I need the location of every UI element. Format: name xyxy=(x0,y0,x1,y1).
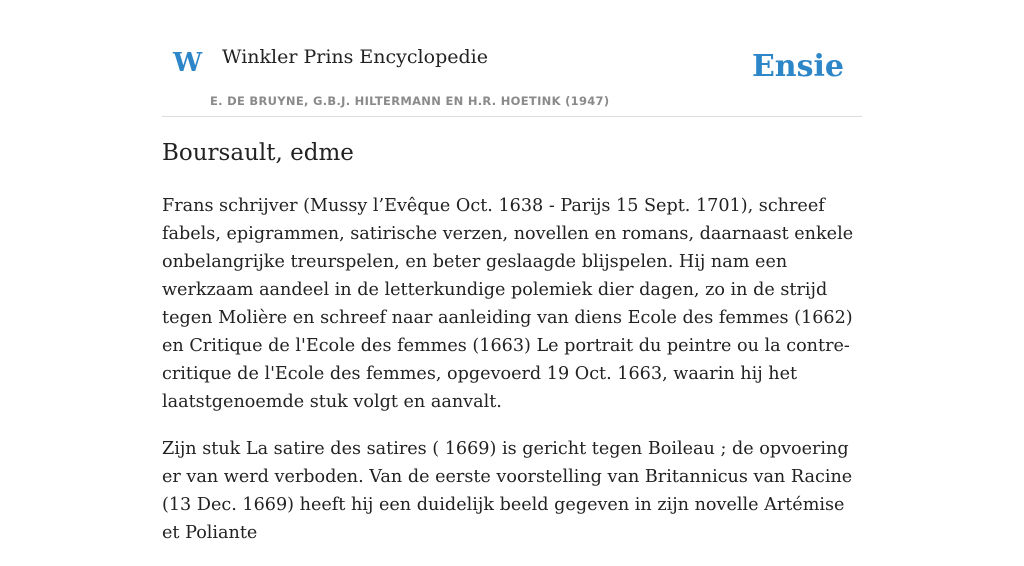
ensie-logo[interactable]: Ensie xyxy=(751,49,844,84)
page xyxy=(162,0,862,543)
winkler-prins-logo[interactable]: W xyxy=(173,48,203,78)
publication-authors: E. DE BRUYNE, G.B.J. HILTERMANN EN H.R. HOETINK (1947) xyxy=(210,94,610,108)
site-header xyxy=(162,0,862,117)
entry-title: Boursault, edme xyxy=(162,140,354,166)
entry-paragraph: Frans schrijver (Mussy l’Evêque Oct. 1638 - Parijs 15 Sept. 1701), schreef fabels, epigrammen, satirische verzen, novellen en romans, daarnaast enkele onbelangrijke treurspelen, en beter geslaagde blijspelen. Hij nam een werkzaam aandeel in de letterkundige polemiek dier dagen, zo in de strijd tegen Molière en schreef naar aanleiding van diens Ecole des femmes (1662) en Critique de l'Ecole des femmes (1663) Le portrait du peintre ou la contre-critique de l'Ecole des femmes, opgevoerd 19 Oct. 1663, waarin hij het laatstgenoemde stuk volgt en aanvalt. xyxy=(162,196,854,412)
entry-paragraph: Zijn stuk La satire des satires ( 1669) is gericht tegen Boileau ; de opvoering er van werd verboden. Van de eerste voorstelling van Britannicus van Racine (13 Dec. 1669) heeft hij een duidelijk beeld gegeven in zijn novelle Artémise et Poliante xyxy=(162,439,853,543)
publication-title[interactable]: Winkler Prins Encyclopedie xyxy=(222,46,488,68)
entry-body xyxy=(162,192,862,566)
